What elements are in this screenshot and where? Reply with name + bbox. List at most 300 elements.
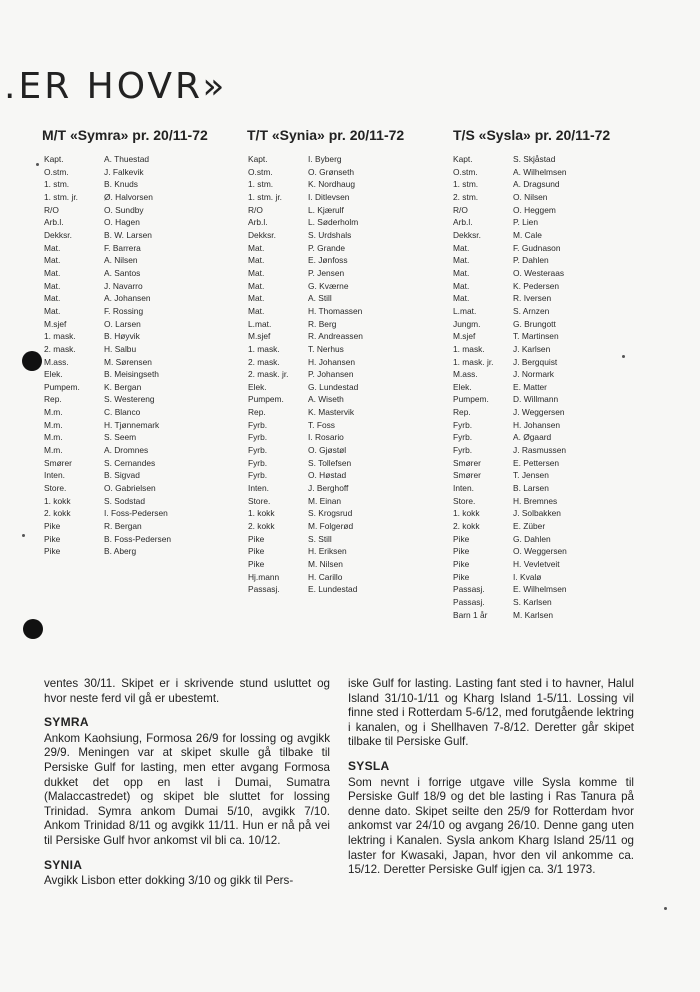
crew-name: H. Salbu: [104, 343, 137, 354]
crew-name: O. Weggersen: [513, 546, 567, 557]
crew-rank: Arb.l.: [453, 217, 473, 228]
crew-name: J. Falkevik: [104, 166, 144, 177]
crew-rank: Store.: [248, 495, 271, 506]
crew-name: S. Arnzen: [513, 305, 550, 316]
crew-row: [248, 368, 363, 381]
crew-row: [453, 533, 567, 546]
crew-row: [248, 216, 363, 229]
crew-name: S. Cernandes: [104, 457, 156, 468]
crew-rank: 1. mask.: [453, 343, 485, 354]
crew-name: E. Lundestad: [308, 584, 358, 595]
crew-row: [453, 393, 567, 406]
crew-name: H. Thomassen: [308, 305, 363, 316]
crew-name: B. Høyvik: [104, 331, 140, 342]
crew-row: [44, 520, 171, 533]
crew-rank: Mat.: [453, 255, 470, 266]
crew-row: [453, 545, 567, 558]
crew-name: S. Skjåstad: [513, 154, 556, 164]
crew-row: [248, 153, 363, 166]
section-text-synia-continued: iske Gulf for lasting. Lasting fant sted i to havner, Halul Island 31/10-1/11 og Kharg Island 1-5/11. Lossing vil finne sted i Rotterdam 5-6/12, med forutgående lektring i kanalen, og i Shellhaven 7-8/12. Deretter går skipet tilbake til Persiske Gulf.: [348, 677, 634, 749]
crew-name: E. Jønfoss: [308, 255, 348, 266]
crew-name: R. Andreassen: [308, 331, 363, 342]
crew-rank: Mat.: [248, 267, 265, 278]
crew-name: T. Nerhus: [308, 343, 344, 354]
crew-rank: Fyrb.: [248, 419, 268, 430]
crew-row: [453, 343, 567, 356]
crew-rank: Pike: [44, 533, 61, 544]
crew-rank: M.m.: [44, 419, 63, 430]
crew-rank: Mat.: [453, 267, 470, 278]
section-heading-sysla: SYSLA: [348, 758, 390, 773]
crew-row: [248, 558, 363, 571]
crew-rank: Mat.: [44, 267, 61, 278]
crew-row: [248, 533, 363, 546]
crew-name: L. Søderholm: [308, 217, 359, 228]
crew-table: [248, 153, 363, 596]
crew-rank: Mat.: [453, 242, 470, 253]
crew-name: T. Foss: [308, 419, 335, 430]
crew-row: [248, 571, 363, 584]
crew-rank: Arb.l.: [44, 217, 64, 228]
crew-name: J. Weggersen: [513, 407, 565, 418]
crew-rank: Pike: [44, 521, 61, 532]
crew-row: [44, 495, 171, 508]
crew-rank: 1. stm.: [248, 179, 274, 190]
crew-rank: Elek.: [453, 381, 472, 392]
crew-row: [248, 495, 363, 508]
crew-name: P. Lien: [513, 217, 538, 228]
crew-row: [453, 166, 567, 179]
crew-name: F. Rossing: [104, 305, 144, 316]
page-title: .ER HOVR»: [4, 66, 228, 107]
crew-rank: Pike: [248, 559, 265, 569]
crew-name: S. Karlsen: [513, 596, 552, 607]
crew-row: [44, 419, 171, 432]
crew-rank: Pumpem.: [248, 394, 284, 405]
crew-list-sysla: [453, 127, 610, 621]
crew-list-header: T/T «Synia» pr. 20/11-72: [247, 127, 405, 143]
crew-rank: 1. stm. jr.: [248, 191, 282, 202]
crew-name: J. Solbakken: [513, 508, 561, 519]
crew-rank: Pike: [453, 533, 470, 544]
crew-row: [44, 507, 171, 520]
crew-row: [44, 204, 171, 217]
crew-rank: 1. stm.: [453, 179, 479, 190]
crew-rank: Barn 1 år: [453, 609, 488, 620]
crew-name: G. Dahlen: [513, 533, 551, 544]
crew-name: M. Einan: [308, 495, 342, 506]
crew-name: O. Nilsen: [513, 191, 548, 202]
crew-row: [453, 609, 567, 622]
crew-row: [453, 318, 567, 331]
crew-row: [44, 318, 171, 331]
crew-rank: Fyrb.: [248, 457, 268, 468]
crew-name: B. Knuds: [104, 179, 138, 190]
crew-name: I. Rosario: [308, 432, 344, 443]
crew-row: [44, 393, 171, 406]
crew-row: [453, 406, 567, 419]
crew-name: E. Pettersen: [513, 457, 560, 468]
crew-rank: Store.: [453, 495, 476, 506]
crew-rank: O.stm.: [44, 166, 69, 177]
crew-rank: Mat.: [44, 293, 61, 304]
crew-rank: Fyrb.: [453, 419, 473, 430]
crew-rank: 1. mask. jr.: [453, 356, 494, 367]
crew-rank: Mat.: [44, 242, 61, 253]
crew-name: E. Züber: [513, 521, 546, 532]
section-text-sysla: Som nevnt i forrige utgave ville Sysla komme til Persiske Gulf 18/9 og det ble lasting i Ras Tanura på denne dato. Skipet seilte den 25/9 for Rotterdam hvor ankomst var 24/10 og avgang 26/10. Denne gang uten lektring i Kanalen. Sysla ankom Kharg Island 25/11 og laster for Kwasaki, Japan, hvor den vil ankomme ca. 15/12. Deretter Persiske Gulf igjen ca. 3/1 1973.: [348, 775, 634, 877]
section-text-symra: Ankom Kaohsiung, Formosa 26/9 for lossing og avgikk 29/9. Meningen var at skipet skulle gå tilbake til Persiske Gulf for lasting, men etter avgang Formosa dukket det opp en last i Dumai, Sumatra (Malaccastredet) og skipet ble sluttet for lossing Trinidad. Symra ankom Dumai 5/10, avgikk 7/10. Ankom Trinidad 8/11 og avgikk 11/11. Hun er nå på vei til Persiske Gulf hvor ankomst vil bli ca. 10/12.: [44, 731, 330, 847]
crew-rank: M.m.: [44, 432, 63, 443]
crew-rank: 2. mask.: [44, 343, 76, 354]
crew-rank: Fyrb.: [248, 445, 268, 456]
crew-name: O. Sundby: [104, 204, 144, 215]
crew-row: [248, 254, 363, 267]
crew-rank: Fyrb.: [248, 432, 268, 443]
crew-name: A. Johansen: [104, 293, 151, 304]
crew-row: [44, 280, 171, 293]
crew-row: [248, 444, 363, 457]
crew-row: [453, 558, 567, 571]
crew-name: J. Karlsen: [513, 343, 551, 354]
crew-rank: 1. mask.: [44, 331, 76, 342]
crew-row: [248, 393, 363, 406]
crew-rank: 1. kokk: [44, 495, 71, 506]
crew-name: B. Sigvad: [104, 470, 140, 481]
crew-rank: Rep.: [44, 394, 62, 405]
crew-name: A. Wiseth: [308, 394, 344, 405]
crew-rank: Pike: [44, 546, 61, 557]
crew-row: [248, 406, 363, 419]
crew-name: B. W. Larsen: [104, 229, 152, 240]
crew-row: [453, 267, 567, 280]
crew-name: H. Tjønnemark: [104, 419, 160, 430]
speck: [22, 534, 25, 537]
crew-name: R. Berg: [308, 318, 337, 329]
crew-rank: Smører: [453, 457, 481, 468]
crew-name: K. Nordhaug: [308, 179, 356, 190]
crew-rank: M.sjef: [453, 331, 476, 342]
crew-name: B. Aberg: [104, 546, 137, 557]
crew-name: D. Willmann: [513, 394, 559, 405]
crew-rank: 1. kokk: [453, 508, 480, 519]
crew-row: [453, 229, 567, 242]
crew-rank: Rep.: [248, 407, 266, 418]
crew-name: M. Nilsen: [308, 559, 343, 569]
crew-name: M. Cale: [513, 229, 542, 240]
crew-name: A. Wilhelmsen: [513, 166, 567, 177]
crew-name: O. Gabrielsen: [104, 483, 156, 494]
crew-row: [248, 330, 363, 343]
crew-rank: Pike: [453, 571, 470, 582]
crew-row: [453, 457, 567, 470]
crew-rank: Kapt.: [44, 154, 64, 164]
crew-name: B. Foss-Pedersen: [104, 533, 172, 544]
crew-row: [453, 482, 567, 495]
crew-name: J. Normark: [513, 369, 554, 380]
crew-rank: Pumpem.: [44, 381, 80, 392]
crew-name: R. Bergan: [104, 521, 142, 532]
crew-name: H. Carillo: [308, 571, 343, 582]
crew-row: [44, 469, 171, 482]
crew-row: [44, 343, 171, 356]
crew-row: [453, 583, 567, 596]
crew-rank: Rep.: [453, 407, 471, 418]
crew-name: C. Blanco: [104, 407, 141, 418]
crew-row: [453, 292, 567, 305]
crew-rank: Fyrb.: [453, 432, 473, 443]
crew-row: [44, 330, 171, 343]
crew-name: S. Urdshals: [308, 229, 352, 240]
crew-row: [44, 356, 171, 369]
crew-row: [453, 254, 567, 267]
crew-name: S. Seem: [104, 432, 137, 443]
crew-rank: Pike: [453, 546, 470, 557]
crew-row: [453, 520, 567, 533]
crew-row: [453, 495, 567, 508]
crew-name: G. Lundestad: [308, 381, 359, 392]
crew-name: S. Krogsrud: [308, 508, 353, 519]
crew-rank: Mat.: [453, 293, 470, 304]
crew-rank: M.sjef: [44, 318, 67, 329]
speck: [622, 355, 625, 358]
crew-row: [453, 204, 567, 217]
crew-row: [453, 153, 567, 166]
crew-rank: Pike: [453, 559, 470, 569]
crew-row: [248, 469, 363, 482]
crew-name: H. Eriksen: [308, 546, 347, 557]
crew-row: [248, 431, 363, 444]
crew-name: O. Hagen: [104, 217, 140, 228]
crew-rank: Fyrb.: [453, 445, 473, 456]
crew-name: M. Karlsen: [513, 609, 554, 620]
crew-rank: M.m.: [44, 445, 63, 456]
speck: [664, 907, 667, 910]
crew-name: O. Gjøstøl: [308, 445, 347, 456]
crew-rank: 2. kokk: [453, 521, 480, 532]
crew-name: K. Mastervik: [308, 407, 355, 418]
crew-row: [453, 571, 567, 584]
crew-row: [44, 457, 171, 470]
crew-rank: O.stm.: [248, 166, 273, 177]
crew-name: A. Still: [308, 293, 332, 304]
crew-name: P. Johansen: [308, 369, 354, 380]
crew-name: J. Berghoff: [308, 483, 349, 494]
crew-name: M. Folgerød: [308, 521, 354, 532]
crew-rank: R/O: [248, 204, 263, 215]
crew-name: I. Ditlevsen: [308, 191, 350, 202]
crew-name: S. Still: [308, 533, 332, 544]
crew-rank: Pumpem.: [453, 394, 489, 405]
section-text-synia: Avgikk Lisbon etter dokking 3/10 og gikk til Pers-: [44, 874, 294, 888]
crew-rank: 1. kokk: [248, 508, 275, 519]
binder-hole-top: [22, 351, 42, 371]
crew-name: F. Gudnason: [513, 242, 561, 253]
crew-row: [248, 280, 363, 293]
section-heading-symra: SYMRA: [44, 715, 89, 730]
crew-row: [44, 305, 171, 318]
crew-row: [453, 178, 567, 191]
crew-row: [248, 507, 363, 520]
crew-list-synia: [248, 127, 404, 596]
crew-rank: Jungm.: [453, 318, 481, 329]
crew-rank: M.ass.: [453, 369, 478, 380]
crew-rank: Passasj.: [453, 596, 485, 607]
crew-name: J. Bergquist: [513, 356, 558, 367]
crew-name: T. Martinsen: [513, 331, 559, 342]
crew-row: [248, 545, 363, 558]
crew-name: A. Øgaard: [513, 432, 552, 443]
crew-row: [44, 153, 171, 166]
crew-row: [248, 318, 363, 331]
crew-row: [453, 444, 567, 457]
crew-name: S. Westereng: [104, 394, 155, 405]
crew-rank: 1. mask.: [248, 343, 280, 354]
crew-rank: M.ass.: [44, 356, 69, 367]
crew-row: [248, 356, 363, 369]
crew-name: A. Dragsund: [513, 179, 560, 190]
crew-name: K. Bergan: [104, 381, 142, 392]
crew-name: J. Navarro: [104, 280, 143, 291]
crew-rank: Arb.l.: [248, 217, 268, 228]
crew-name: E. Wilhelmsen: [513, 584, 567, 595]
crew-rank: Smører: [44, 457, 72, 468]
crew-rank: Kapt.: [453, 154, 473, 164]
crew-name: T. Jensen: [513, 470, 549, 481]
crew-row: [248, 520, 363, 533]
crew-name: S. Tollefsen: [308, 457, 352, 468]
crew-name: O. Høstad: [308, 470, 347, 481]
crew-rank: Mat.: [44, 280, 61, 291]
crew-rank: Smører: [453, 470, 481, 481]
crew-name: K. Pedersen: [513, 280, 560, 291]
crew-rank: Mat.: [248, 280, 265, 291]
crew-row: [44, 267, 171, 280]
crew-rank: Elek.: [248, 381, 267, 392]
crew-row: [248, 191, 363, 204]
crew-rank: Dekksr.: [44, 229, 72, 240]
crew-rank: Mat.: [248, 255, 265, 266]
crew-name: B. Larsen: [513, 483, 549, 494]
crew-list-header: T/S «Sysla» pr. 20/11-72: [453, 127, 611, 143]
crew-name: A. Dromnes: [104, 445, 149, 456]
crew-rank: Dekksr.: [453, 229, 481, 240]
crew-name: B. Meisingseth: [104, 369, 159, 380]
crew-row: [248, 457, 363, 470]
crew-name: H. Vevletveit: [513, 559, 560, 569]
crew-row: [248, 305, 363, 318]
crew-row: [453, 242, 567, 255]
crew-rank: 2. stm.: [453, 191, 479, 202]
crew-row: [453, 305, 567, 318]
crew-row: [44, 242, 171, 255]
crew-name: H. Bremnes: [513, 495, 558, 506]
crew-rank: 2. mask.: [248, 356, 280, 367]
crew-row: [453, 469, 567, 482]
crew-row: [44, 533, 171, 546]
crew-row: [453, 191, 567, 204]
crew-row: [44, 482, 171, 495]
crew-rank: Pike: [248, 546, 265, 557]
crew-rank: L.mat.: [248, 318, 272, 329]
crew-name: A. Thuestad: [104, 154, 150, 164]
crew-name: Ø. Halvorsen: [104, 191, 153, 202]
crew-row: [453, 507, 567, 520]
crew-row: [453, 419, 567, 432]
crew-rank: Inten.: [453, 483, 474, 494]
crew-name: O. Larsen: [104, 318, 141, 329]
crew-row: [248, 229, 363, 242]
crew-rank: M.sjef: [248, 331, 271, 342]
crew-rank: O.stm.: [453, 166, 478, 177]
crew-name: I. Kvalø: [513, 571, 542, 582]
crew-rank: Mat.: [44, 305, 61, 316]
crew-rank: Hj.mann: [248, 571, 280, 582]
crew-row: [453, 431, 567, 444]
crew-row: [44, 166, 171, 179]
crew-list-symra: [44, 127, 208, 558]
crew-rank: Store.: [44, 483, 67, 494]
article-intro: ventes 30/11. Skipet er i skrivende stund usluttet og hvor neste ferd vil gå er ubestemt.: [44, 677, 330, 705]
crew-rank: 1. stm.: [44, 179, 70, 190]
crew-row: [248, 343, 363, 356]
crew-row: [44, 381, 171, 394]
crew-rank: Passasj.: [248, 584, 280, 595]
crew-name: L. Kjærulf: [308, 204, 344, 215]
article-column-left: [44, 677, 330, 889]
crew-row: [248, 292, 363, 305]
crew-name: S. Sodstad: [104, 495, 145, 506]
crew-row: [453, 216, 567, 229]
crew-row: [248, 204, 363, 217]
crew-row: [44, 368, 171, 381]
crew-table: [453, 153, 567, 621]
crew-rank: Inten.: [44, 470, 65, 481]
crew-rank: Mat.: [248, 293, 265, 304]
crew-table: [44, 153, 171, 558]
crew-row: [44, 406, 171, 419]
crew-row: [453, 381, 567, 394]
crew-row: [248, 242, 363, 255]
crew-rank: Dekksr.: [248, 229, 276, 240]
section-heading-synia: SYNIA: [44, 857, 83, 872]
crew-rank: L.mat.: [453, 305, 477, 316]
crew-rank: 1. stm. jr.: [44, 191, 78, 202]
crew-row: [453, 330, 567, 343]
crew-name: M. Sørensen: [104, 356, 152, 367]
crew-row: [44, 178, 171, 191]
crew-name: F. Barrera: [104, 242, 141, 253]
crew-rank: 2. kokk: [44, 508, 71, 519]
crew-row: [44, 254, 171, 267]
crew-rank: M.m.: [44, 407, 63, 418]
crew-list-header: M/T «Symra» pr. 20/11-72: [42, 127, 208, 143]
crew-row: [248, 583, 363, 596]
crew-name: R. Iversen: [513, 293, 552, 304]
crew-row: [44, 431, 171, 444]
crew-row: [453, 368, 567, 381]
crew-rank: Mat.: [453, 280, 470, 291]
crew-row: [248, 482, 363, 495]
crew-row: [248, 419, 363, 432]
crew-name: O. Heggem: [513, 204, 556, 215]
crew-name: H. Johansen: [308, 356, 356, 367]
crew-name: E. Matter: [513, 381, 547, 392]
crew-row: [44, 191, 171, 204]
crew-row: [248, 178, 363, 191]
crew-rank: Passasj.: [453, 584, 485, 595]
crew-rank: Fyrb.: [248, 470, 268, 481]
